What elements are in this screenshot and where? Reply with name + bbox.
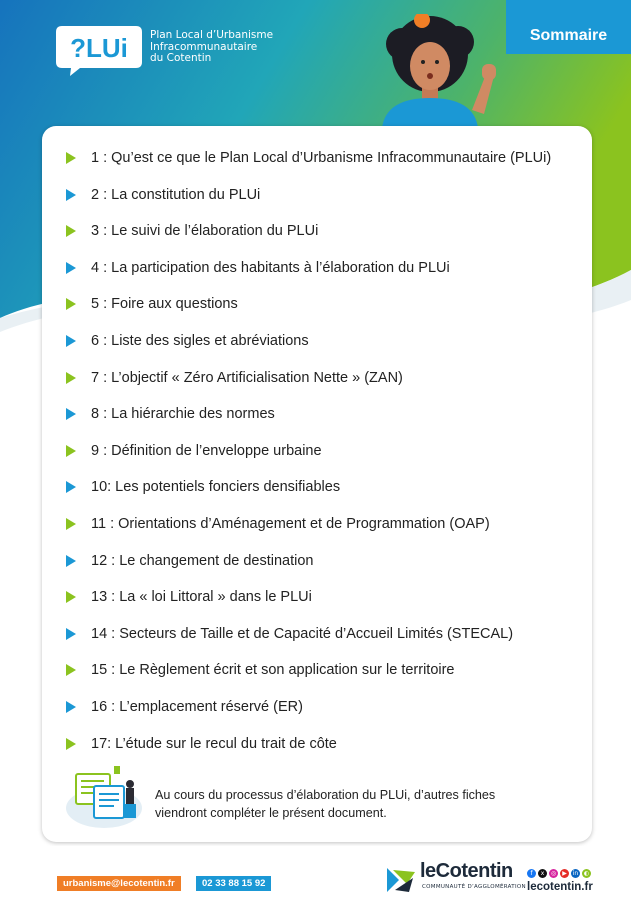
play-arrow-icon xyxy=(66,481,76,493)
toc-item-label: 16 : L’emplacement réservé (ER) xyxy=(91,699,303,715)
toc-item-label: 7 : L’objectif « Zéro Artificialisation Nette » (ZAN) xyxy=(91,369,403,386)
closing-note xyxy=(155,786,575,822)
play-arrow-icon xyxy=(66,445,76,457)
play-arrow-icon xyxy=(66,189,76,201)
plui-logo xyxy=(54,24,144,78)
toc-item[interactable] xyxy=(66,147,551,169)
brand-name: leCotentin xyxy=(420,860,513,882)
toc-item-label: 10: Les potentiels fonciers densifiables xyxy=(91,479,341,496)
play-arrow-icon xyxy=(66,262,76,274)
play-arrow-icon xyxy=(66,628,76,640)
toc-item[interactable] xyxy=(66,440,322,462)
x-icon[interactable]: x xyxy=(538,869,547,878)
document-reading-illustration xyxy=(64,764,144,830)
toc-item[interactable] xyxy=(66,659,455,681)
instagram-icon[interactable]: ◎ xyxy=(550,870,557,877)
play-arrow-icon xyxy=(66,555,76,567)
play-arrow-icon xyxy=(66,372,76,384)
toc-item-label: 9 : Définition de l’enveloppe urbaine xyxy=(91,442,322,459)
sommaire-badge: Sommaire xyxy=(506,0,631,54)
toc-item-label: 13 : La « loi Littoral » dans le PLUi xyxy=(91,589,312,606)
note-line: viendront compléter le présent document. xyxy=(155,806,387,820)
toc-item[interactable] xyxy=(66,623,513,645)
phone-link[interactable]: 02 33 88 15 92 xyxy=(196,876,271,891)
toc-item-label: 11 : Orientations d’Aménagement et de Programmation (OAP) xyxy=(91,516,490,532)
toc-item[interactable] xyxy=(66,696,303,718)
summary-card xyxy=(42,126,592,842)
toc-item-label: 1 : Qu’est ce que le Plan Local d’Urbanisme Infracommunautaire (PLUi) xyxy=(91,150,552,166)
youtube-icon[interactable]: ▶ xyxy=(560,869,569,878)
footer xyxy=(0,846,631,902)
play-arrow-icon xyxy=(66,225,76,237)
toc-item-label: 12 : Le changement de destination xyxy=(91,552,314,569)
toc-item-label: 2 : La constitution du PLUi xyxy=(91,186,261,203)
web-icon[interactable]: ◐ xyxy=(583,870,590,877)
toc-item[interactable] xyxy=(66,586,312,608)
logo-title-line: Plan Local d’Urbanisme xyxy=(150,29,274,41)
toc-item-label: 6 : Liste des sigles et abréviations xyxy=(91,333,309,349)
toc-item[interactable] xyxy=(66,403,275,425)
play-arrow-icon xyxy=(66,298,76,310)
linkedin-icon[interactable]: in xyxy=(572,870,579,877)
social-links xyxy=(527,869,591,879)
play-arrow-icon xyxy=(66,408,76,420)
toc-item[interactable] xyxy=(66,293,238,315)
waving-person-illustration xyxy=(372,14,504,128)
toc-item[interactable] xyxy=(66,476,340,498)
toc-item[interactable] xyxy=(66,733,337,755)
play-arrow-icon xyxy=(66,701,76,713)
toc-item-label: 15 : Le Règlement écrit et son application sur le territoire xyxy=(91,662,455,679)
play-arrow-icon xyxy=(66,518,76,530)
toc-item-label: 8 : La hiérarchie des normes xyxy=(91,406,275,423)
logo-title xyxy=(150,30,273,65)
toc-item-label: 14 : Secteurs de Taille et de Capacité d’Accueil Limités (STECAL) xyxy=(91,625,514,642)
facebook-icon[interactable]: f xyxy=(527,869,536,878)
toc-item[interactable] xyxy=(66,367,403,389)
toc-item[interactable] xyxy=(66,257,450,279)
logo-title-line: du Cotentin xyxy=(150,52,212,64)
email-link[interactable]: urbanisme@lecotentin.fr xyxy=(57,876,181,891)
toc-item-label: 4 : La participation des habitants à l’élaboration du PLUi xyxy=(91,259,450,276)
toc-item[interactable] xyxy=(66,184,260,206)
brand-subtitle: COMMUNAUTÉ D’AGGLOMÉRATION xyxy=(422,884,526,890)
toc-item[interactable] xyxy=(66,550,314,572)
play-arrow-icon xyxy=(66,591,76,603)
toc-item[interactable] xyxy=(66,513,490,535)
toc-item[interactable] xyxy=(66,330,309,352)
website-link[interactable]: lecotentin.fr xyxy=(527,881,593,893)
logo-title-line: Infracommunautaire xyxy=(150,40,258,53)
toc-item-label: 3 : Le suivi de l’élaboration du PLUi xyxy=(91,223,319,240)
toc-item-label: 17: L’étude sur le recul du trait de côte xyxy=(91,735,337,752)
note-line: Au cours du processus d’élaboration du PLUi, d’autres fiches xyxy=(155,788,496,802)
table-of-contents xyxy=(42,126,592,766)
play-arrow-icon xyxy=(66,335,76,347)
logo-text: ?LUi xyxy=(70,33,128,63)
play-arrow-icon xyxy=(66,664,76,676)
lecotentin-logo-mark xyxy=(385,864,417,894)
play-arrow-icon xyxy=(66,152,76,164)
toc-item-label: 5 : Foire aux questions xyxy=(91,296,238,313)
play-arrow-icon xyxy=(66,738,76,750)
toc-item[interactable] xyxy=(66,220,318,242)
